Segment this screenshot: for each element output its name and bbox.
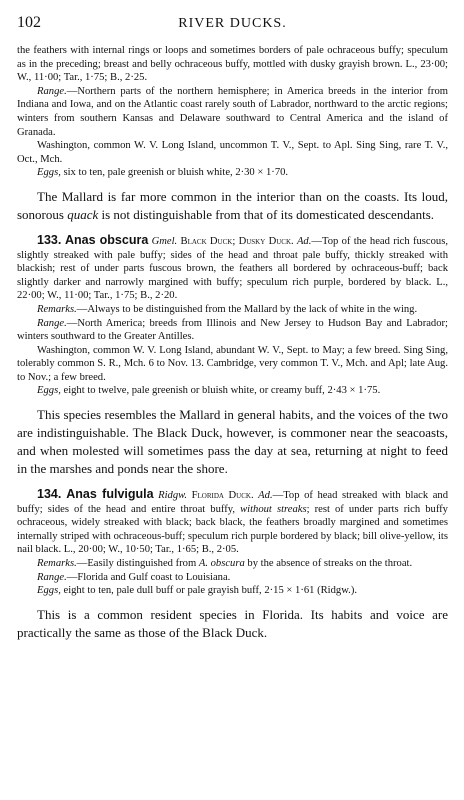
mallard-paragraph: The Mallard is far more common in the interior than on the coasts. Its loud, sonorous quack is not distinguishable from that of its domesticated descendants. (17, 188, 448, 222)
species-134-remarks: Remarks.—Easily distinguished from A. obscura by the absence of streaks on the throat. (37, 558, 413, 570)
species-133-paragraph: This species resembles the Mallard in general habits, and the voices of the two are indistinguishable. The Black Duck, however, is commoner near the seacoasts, and when molested will sometimes pass the day at sea, returning at night to feed in the marshes and ponds near the shore. (17, 407, 448, 477)
species-134-heading: 134. Anas fulvigula (37, 487, 154, 502)
running-head: RIVER DUCKS. (178, 16, 287, 31)
species-133-heading: 133. Anas obscura (37, 232, 149, 247)
page-header (17, 14, 448, 44)
species-133-localities: Washington, common W. V. Long Island, abundant W. V., Sept. to May; a few breed. Sing Sing, tolerably common S. R., Mch. 6 to Nov. 13. Cambridge, very common T. V., Mch. and Apl; late Aug. to Nov.; a few breed. (17, 344, 448, 383)
species-134-paragraph: This is a common resident species in Florida. Its habits and voice are practically the same as those of the Black Duck. (17, 606, 448, 640)
species-133-remarks: Remarks.—Always to be distinguished from the Mallard by the lack of white in the wing. (37, 303, 418, 315)
mallard-eggs: Eggs, six to ten, pale greenish or bluish white, 2·30 × 1·70. (37, 167, 289, 179)
page-number: 102 (17, 14, 41, 31)
mallard-range: Range.—Northern parts of the northern hemisphere; in America breeds in the interior from Indiana and Iowa, and on the Atlantic coast rarely south of Labrador, northward to the arctic regions; winters from southern Kansas and Delaware southward to Central America and the island of Granada. (17, 85, 448, 138)
species-134-eggs: Eggs, eight to ten, pale dull buff or pale grayish buff, 2·15 × 1·61 (Ridgw.). (37, 585, 358, 597)
species-133-description: 133. Anas obscura Gmel. Black Duck; Dusky Duck. Ad.—Top of the head rich fuscous, slightly streaked with pale buffy; sides of the head and throat pale buffy, thickly streaked with blackish; rest of under parts fuscous brown, the feathers all bordered by ochraceous-buff; back slightly darker and narrowly margined with buffy; speculum rich purple, bordered by black. L., 22·00; W., 11·00; Tar., 1·75; B., 2·20. (17, 232, 448, 302)
species-133-range: Range.—North America; breeds from Illinois and New Jersey to Hudson Bay and Labrador; winters southward to the Greater Antilles. (17, 317, 448, 343)
mallard-localities: Washington, common W. V. Long Island, uncommon T. V., Sept. to Apl. Sing Sing, rare T. V., Oct., Mch. (17, 140, 448, 165)
species-134-range: Range.—Florida and Gulf coast to Louisiana. (37, 571, 231, 583)
species-133-eggs: Eggs, eight to twelve, pale greenish or bluish white, or creamy buff, 2·43 × 1·75. (37, 385, 381, 397)
species-134-description: 134. Anas fulvigula Ridgw. Florida Duck. Ad.—Top of head streaked with black and buffy; sides of the head and entire throat buffy, without streaks; rest of under parts rich buffy ochraceous, widely streaked with black; back black, the feathers broadly margined and sometimes internally striped with ochraceous-buff; speculum rich purple bordered by black; bill olive-yellow, its nail black. L., 20·00; W., 10·50; Tar., 1·65; B., 2·05. (17, 487, 449, 556)
mallard-description: the feathers with internal rings or loops and sometimes borders of pale ochraceous buffy; speculum as in the preceding; breast and belly ochraceous buffy, mottled with dusky grayish brown. L., 23·00; W., 11·00; Tar., 1·75; B., 2·25. (17, 45, 448, 84)
